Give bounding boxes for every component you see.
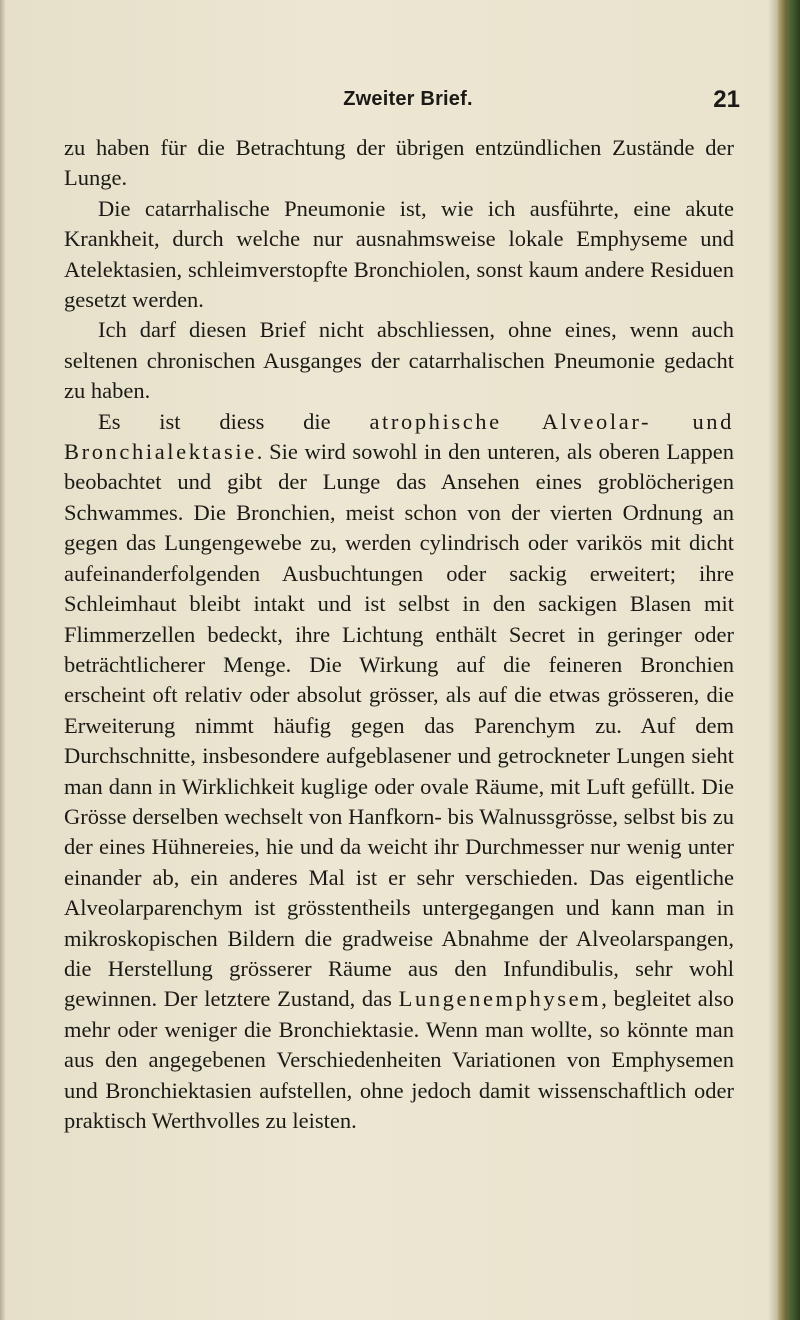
text-run: Ich darf diesen Brief nicht abschliessen, ohne eines, wenn auch seltenen chronischen Ausganges der catarrhalischen Pneumonie gedacht zu haben. (64, 317, 734, 404)
page-header (62, 88, 754, 118)
paragraph (64, 407, 734, 1137)
page-number: 21 (713, 86, 740, 113)
page-edge-shadow (0, 0, 6, 1320)
body-text (64, 133, 734, 1136)
paragraph (64, 133, 734, 194)
spaced-term: atrophische Alveolar- und Bronchialektasie (64, 408, 735, 465)
text-run: Es ist diess die (98, 408, 370, 434)
text-run: . Sie wird sowohl in den unteren, als oberen Lappen beobachtet und gibt der Lunge das Ansehen eines groblöcherigen Schwammes. Die Bronchien, meist schon von der vierten Ordnung an gegen das Lungengewebe zu, werden cylindrisch oder varikös mit dicht aufeinanderfolgenden Ausbuchtungen oder sackig erweitert; ihre Schleimhaut bleibt intakt und ist selbst in den sackigen Blasen mit Flimmerzellen bedeckt, ihre Lichtung enthält Secret in geringer oder beträchtlicherer Menge. Die Wirkung auf die feineren Bronchien erscheint oft relativ oder absolut grösser, als auf die etwas grösseren, die Erweiterung nimmt häufig gegen das Parenchym zu. Auf dem Durchschnitte, insbesondere aufgeblasener und getrockneter Lungen sieht man dann in Wirklichkeit kuglige oder ovale Räume, mit Luft gefüllt. Die Grösse derselben wechselt von Hanfkorn- bis Walnussgrösse, selbst bis zu der eines Hühnereies, hie und da weicht ihr Durchmesser nur wenig unter einander ab, ein anderes Mal ist er sehr verschieden. Das eigentliche Alveolarparenchym ist grösstentheils untergegangen und kann man in mikroskopischen Bildern die gradweise Abnahme der Alveolarspangen, die Herstellung grösserer Räume aus den Infundibulis, sehr wohl gewinnen. Der letztere Zustand, das (64, 439, 734, 1012)
text-run: , begleitet also mehr oder weniger die Bronchiektasie. Wenn man wollte, so könnte man aus den angegebenen Verschiedenheiten Variationen von Emphysemen und Bronchiektasien aufstellen, ohne jedoch damit wissenschaftlich oder praktisch Werthvolles zu leisten. (64, 986, 735, 1133)
text-run: Die catarrhalische Pneumonie ist, wie ich ausführte, eine akute Krankheit, durch welche nur ausnahmsweise lokale Emphyseme und Atelektasien, schleimverstopfte Bronchiolen, sonst kaum andere Residuen gesetzt werden. (64, 195, 734, 313)
binding-shadow (768, 0, 778, 1320)
text-run: zu haben für die Betrachtung der übrigen entzündlichen Zustände der Lunge. (64, 135, 734, 191)
paragraph (64, 194, 734, 316)
paragraph (64, 315, 734, 406)
spaced-term: Lungenemphysem (398, 986, 602, 1012)
running-title: Zweiter Brief. (343, 88, 473, 110)
book-binding-edge (778, 0, 800, 1320)
